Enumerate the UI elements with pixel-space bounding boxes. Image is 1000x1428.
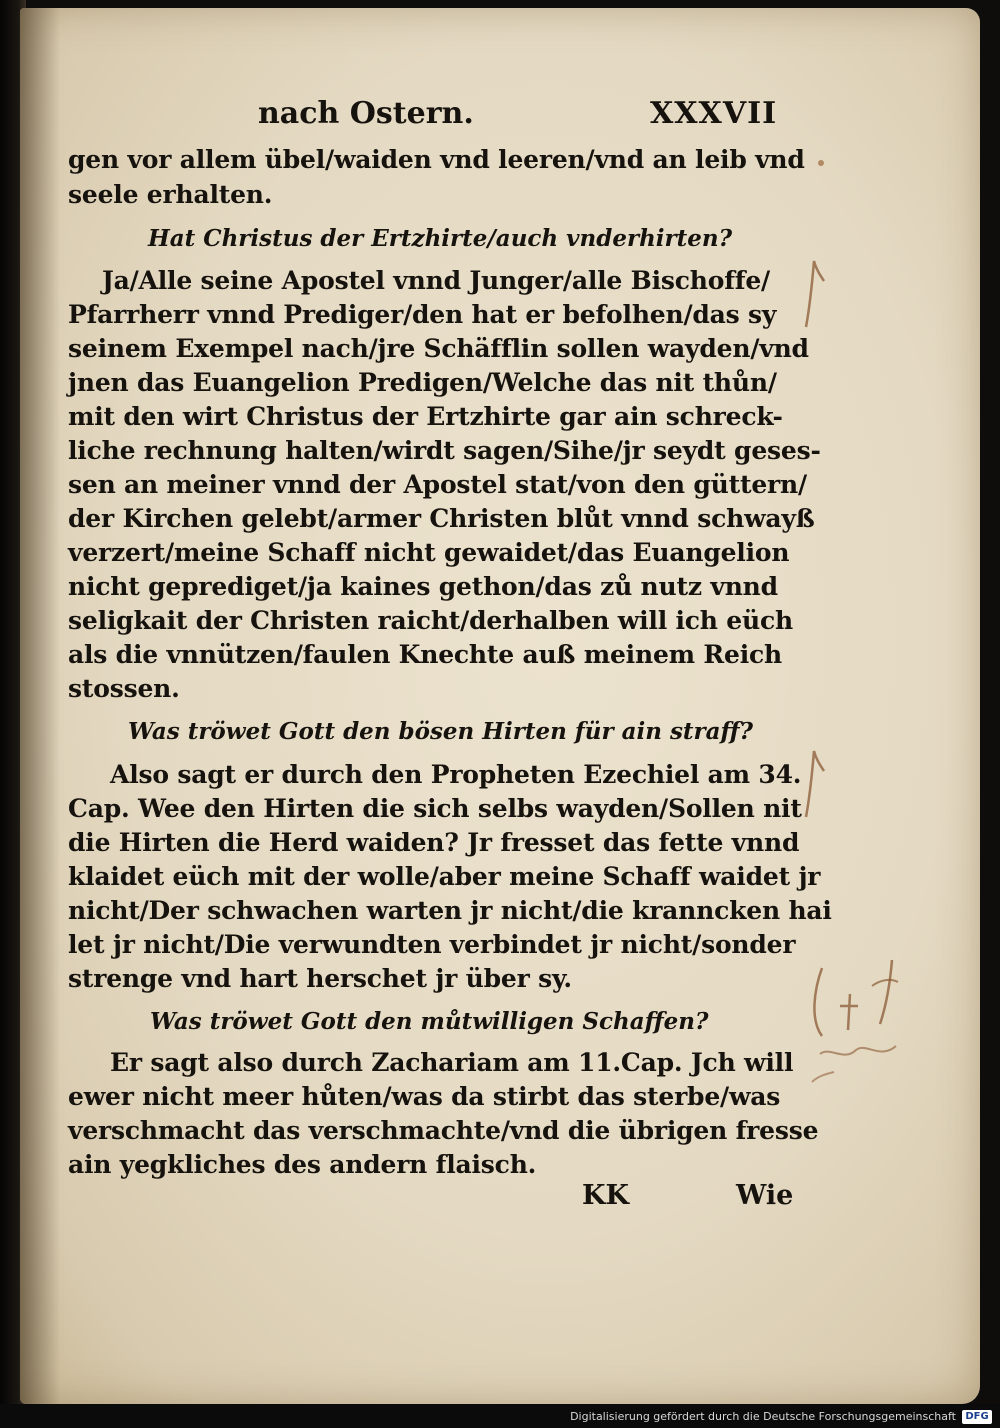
- body-line: strenge vnd hart herschet jr über sy.: [68, 964, 572, 993]
- body-line: Ja/Alle seine Apostel vnnd Junger/alle Bischoffe/: [102, 266, 770, 295]
- question-heading: Hat Christus der Ertzhirte/auch vnderhirten?: [148, 225, 733, 252]
- signature-mark: KK: [582, 1180, 629, 1211]
- margin-bracket-mark: [792, 745, 832, 825]
- question-heading: Was tröwet Gott den můtwilligen Schaffen?: [150, 1008, 709, 1035]
- folio-number: XXXVII: [650, 96, 778, 131]
- body-line: seinem Exempel nach/jre Schäfflin sollen wayden/vnd: [68, 334, 809, 363]
- body-line: ewer nicht meer hůten/was da stirbt das sterbe/was: [68, 1082, 781, 1111]
- body-line: stossen.: [68, 674, 180, 703]
- gutter-shadow: [20, 8, 60, 1404]
- dfg-logo: DFG: [962, 1410, 992, 1424]
- body-line: seele erhalten.: [68, 180, 273, 209]
- handwritten-margin-note: [800, 950, 930, 1090]
- body-line: klaidet eüch mit der wolle/aber meine Schaff waidet jr: [68, 862, 821, 891]
- body-line: mit den wirt Christus der Ertzhirte gar ain schreck-: [68, 402, 783, 431]
- body-line: ain yegkliches des andern flaisch.: [68, 1150, 537, 1179]
- body-line: nicht geprediget/ja kaines gethon/das zů nutz vnnd: [68, 572, 778, 601]
- body-line: gen vor allem übel/waiden vnd leeren/vnd an leib vnd: [68, 145, 805, 174]
- body-line: Cap. Wee den Hirten die sich selbs wayden/Sollen nit: [68, 794, 802, 823]
- body-line: als die vnnützen/faulen Knechte auß meinem Reich: [68, 640, 782, 669]
- body-line: der Kirchen gelebt/armer Christen blůt vnnd schwayß: [68, 504, 815, 533]
- body-line: sen an meiner vnnd der Apostel stat/von den güttern/: [68, 470, 807, 499]
- margin-bracket-mark: [792, 255, 832, 335]
- body-line: jnen das Euangelion Predigen/Welche das nit thůn/: [68, 368, 777, 397]
- body-line: die Hirten die Herd waiden? Jr fresset das fette vnnd: [68, 828, 800, 857]
- question-heading: Was tröwet Gott den bösen Hirten für ain straff?: [128, 718, 754, 745]
- catchword: Wie: [736, 1180, 794, 1211]
- body-line: nicht/Der schwachen warten jr nicht/die kranncken hai: [68, 896, 832, 925]
- body-line: verzert/meine Schaff nicht gewaidet/das Euangelion: [68, 538, 790, 567]
- book-page: [20, 8, 980, 1404]
- body-line: Also sagt er durch den Propheten Ezechiel am 34.: [110, 760, 802, 789]
- ink-spot: [818, 160, 824, 166]
- body-line: Er sagt also durch Zachariam am 11.Cap. Jch will: [110, 1048, 794, 1077]
- digitization-credit: Digitalisierung gefördert durch die Deutsche Forschungsgemeinschaft: [570, 1410, 956, 1423]
- body-line: let jr nicht/Die verwundten verbindet jr nicht/sonder: [68, 930, 796, 959]
- body-line: seligkait der Christen raicht/derhalben will ich eüch: [68, 606, 793, 635]
- body-line: Pfarrherr vnnd Prediger/den hat er befolhen/das sy: [68, 300, 777, 329]
- body-line: liche rechnung halten/wirdt sagen/Sihe/jr seydt geses-: [68, 436, 821, 465]
- body-line: verschmacht das verschmachte/vnd die übrigen fresse: [68, 1116, 819, 1145]
- running-title: nach Ostern.: [258, 96, 474, 131]
